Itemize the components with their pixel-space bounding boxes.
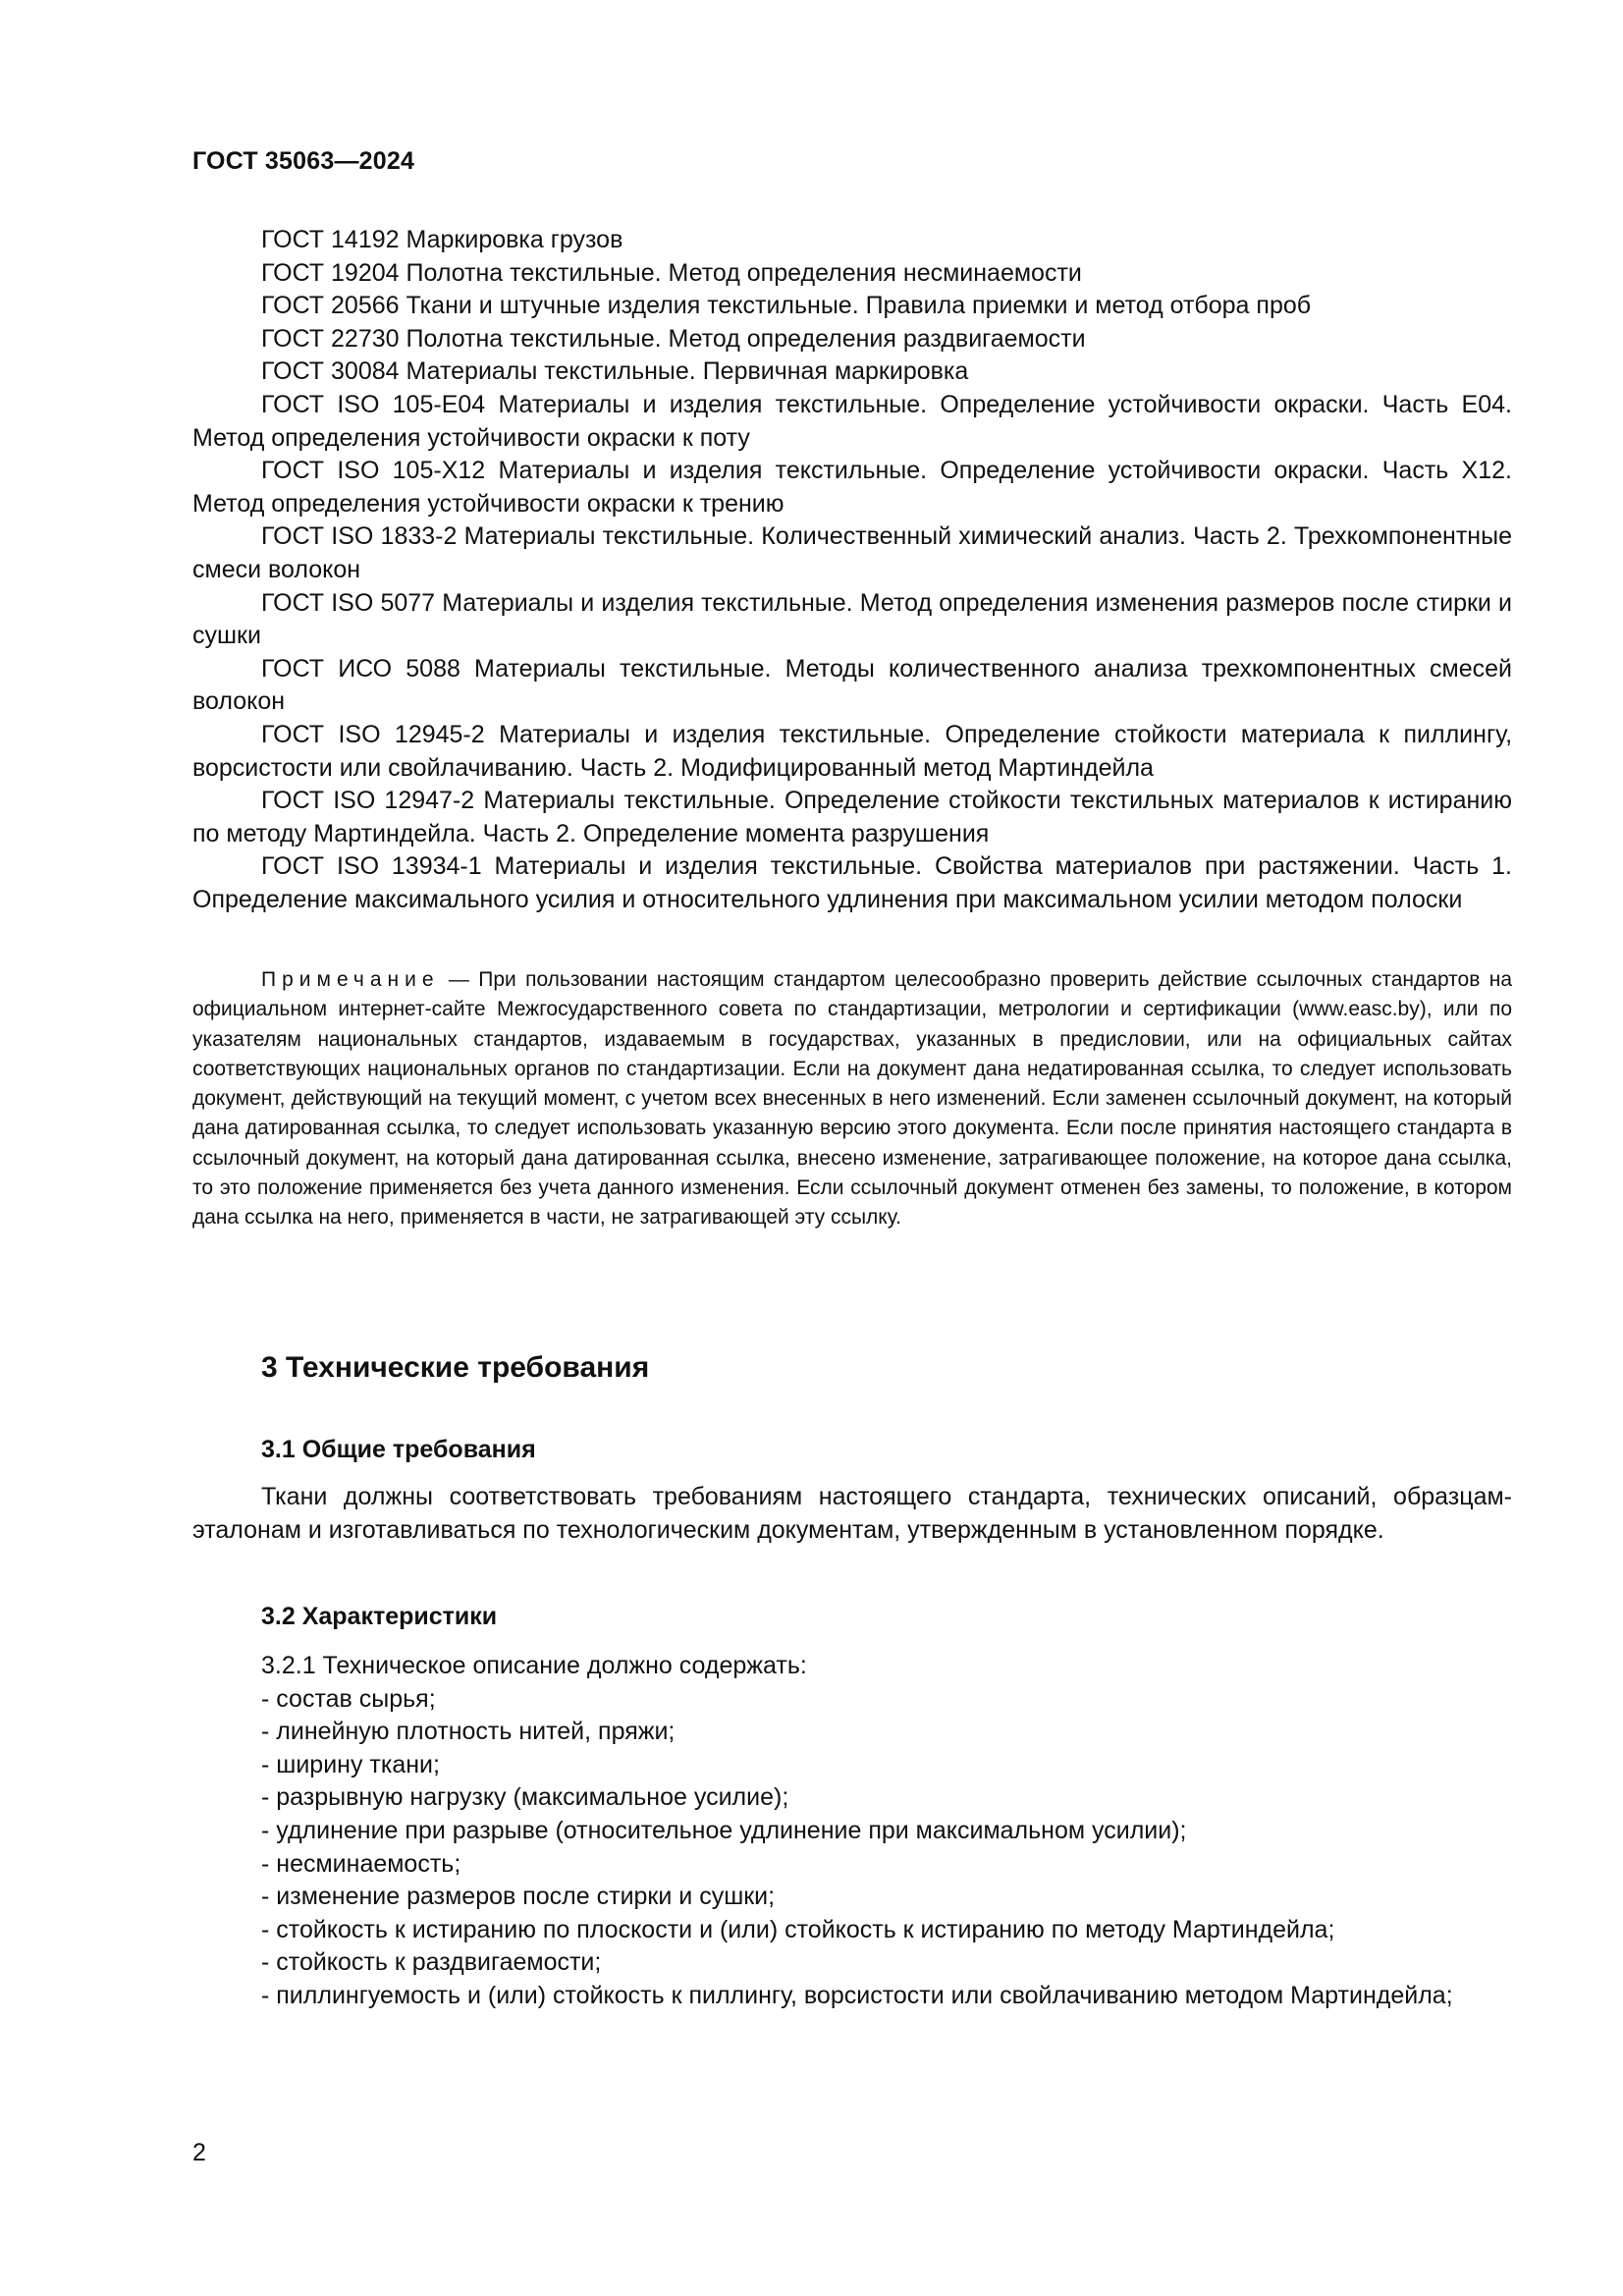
reference-item [192,290,1512,323]
document-code-header: ГОСТ 35063—2024 [192,147,415,175]
reference-item [192,587,1512,653]
reference-code: ГОСТ 22730 [261,324,400,353]
reference-item [192,785,1512,850]
reference-code: ГОСТ ISO 13934-1 [261,852,482,881]
reference-item [192,850,1512,916]
reference-code: ГОСТ 30084 [261,357,400,386]
reference-title: Материалы и изделия текстильные. Свойства материалов при растяжении. Часть 1. Определение максимального усилия и относительного удлинения при максимальном усилии методом полоски [192,852,1512,913]
reference-code: ГОСТ ISO 12947-2 [261,787,475,815]
note-label: Примечание [261,968,440,991]
reference-item [192,520,1512,586]
list-item: - удлинение при разрыве (относительное удлинение при максимальном усилии); [261,1816,1187,1844]
list-intro: 3.2.1 Техническое описание должно содержать: [261,1652,807,1679]
list-item: - пиллингуемость и (или) стойкость к пиллингу, ворсистости или свойлачиванию методом Мартиндейла; [261,1981,1453,2009]
reference-title: Материалы и изделия текстильные. Определение устойчивости окраски. Часть X12. Метод определения устойчивости окраски к трению [192,457,1512,518]
reference-title: Материалы текстильные. Определение стойкости текстильных материалов к истиранию по методу Мартиндейла. Часть 2. Определение момента разрушения [192,787,1512,847]
list-item: - состав сырья; [261,1684,436,1713]
reference-title: Материалы текстильные. Первичная маркировка [406,357,969,386]
reference-title: Ткани и штучные изделия текстильные. Правила приемки и метод отбора проб [406,292,1312,320]
reference-item [192,653,1512,719]
subsection-title-general: 3.1 Общие требования [261,1436,536,1463]
note-paragraph [192,965,1512,1233]
reference-code: ГОСТ ИСО 5088 [261,654,460,683]
reference-title: Материалы и изделия текстильные. Метод определения изменения размеров после стирки и сушки [192,588,1512,650]
note-text: — При пользовании настоящим стандартом целесообразно проверить действие ссылочных стандартов на официальном интернет-сайте Межгосударственного совета по стандартизации, метрологии и сертификации (www.easc.by), или по указателям национальных стандартов, издаваемым в государствах, указанных в предисловии, или на официальных сайтах соответствующих национальных органов по стандартизации. Если на документ дана недатированная ссылка, то следует использовать документ, действующий на текущий момент, с учетом всех внесенных в него изменений. Если заменен ссылочный документ, на который дана датированная ссылка, то следует использовать указанную версию этого документа. Если после принятия настоящего стандарта в ссылочный документ, на который дана датированная ссылка, внесено изменение, затрагивающее положение, на которое дана ссылка, то это положение применяется без учета данного изменения. Если ссылочный документ отменен без замены, то положение, в котором дана ссылка на него, применяется в части, не затрагивающей эту ссылку. [192,968,1512,1230]
reference-title: Материалы текстильные. Количественный химический анализ. Часть 2. Трехкомпонентные смеси волокон [192,522,1512,583]
list-item: - разрывную нагрузку (максимальное усилие); [261,1783,789,1812]
list-item: - несминаемость; [261,1849,461,1878]
list-item: - стойкость к раздвигаемости; [261,1948,602,1977]
characteristics-list [192,1650,1512,2013]
reference-code: ГОСТ ISO 12945-2 [261,720,485,748]
reference-code: ГОСТ ISO 105-E04 [261,390,486,418]
reference-item [192,257,1512,291]
list-item: - ширину ткани; [261,1750,440,1778]
reference-item [192,355,1512,389]
reference-title: Материалы и изделия текстильные. Определение устойчивости окраски. Часть Е04. Метод определения устойчивости окраски к поту [192,390,1512,452]
reference-code: ГОСТ 20566 [261,292,400,320]
reference-code: ГОСТ ISO 105-X12 [261,457,486,485]
general-requirements-paragraph: Ткани должны соответствовать требованиям настоящего стандарта, технических описаний, образцам-эталонам и изготавливаться по технологическим документам, утвержденным в установленном порядке. [192,1483,1512,1544]
reference-code: ГОСТ ISO 1833-2 [261,522,458,551]
reference-title: Полотна текстильные. Метод определения раздвигаемости [406,324,1086,353]
section-title: 3 Технические требования [261,1351,650,1384]
reference-item [192,719,1512,785]
normative-references-list [192,224,1512,916]
list-item: - линейную плотность нитей, пряжи; [261,1718,676,1746]
reference-item [192,455,1512,520]
reference-item [192,389,1512,455]
page-number: 2 [192,2139,206,2166]
reference-title: Полотна текстильные. Метод определения несминаемости [406,258,1082,287]
reference-title: Маркировка грузов [406,226,623,253]
reference-item [192,224,1512,257]
reference-title: Материалы текстильные. Методы количественного анализа трехкомпонентных смесей волокон [192,654,1512,716]
list-item: - изменение размеров после стирки и сушки; [261,1883,776,1911]
reference-title: Материалы и изделия текстильные. Определение стойкости материала к пиллингу, ворсистости или свойлачиванию. Часть 2. Модифицированный метод Мартиндейла [192,720,1513,782]
subsection-title-characteristics: 3.2 Характеристики [261,1603,498,1630]
reference-code: ГОСТ ISO 5077 [261,588,436,617]
reference-code: ГОСТ 14192 [261,226,400,253]
reference-item [192,323,1512,356]
reference-code: ГОСТ 19204 [261,258,400,287]
list-item: - стойкость к истиранию по плоскости и (или) стойкость к истиранию по методу Мартиндейла; [261,1915,1335,1943]
